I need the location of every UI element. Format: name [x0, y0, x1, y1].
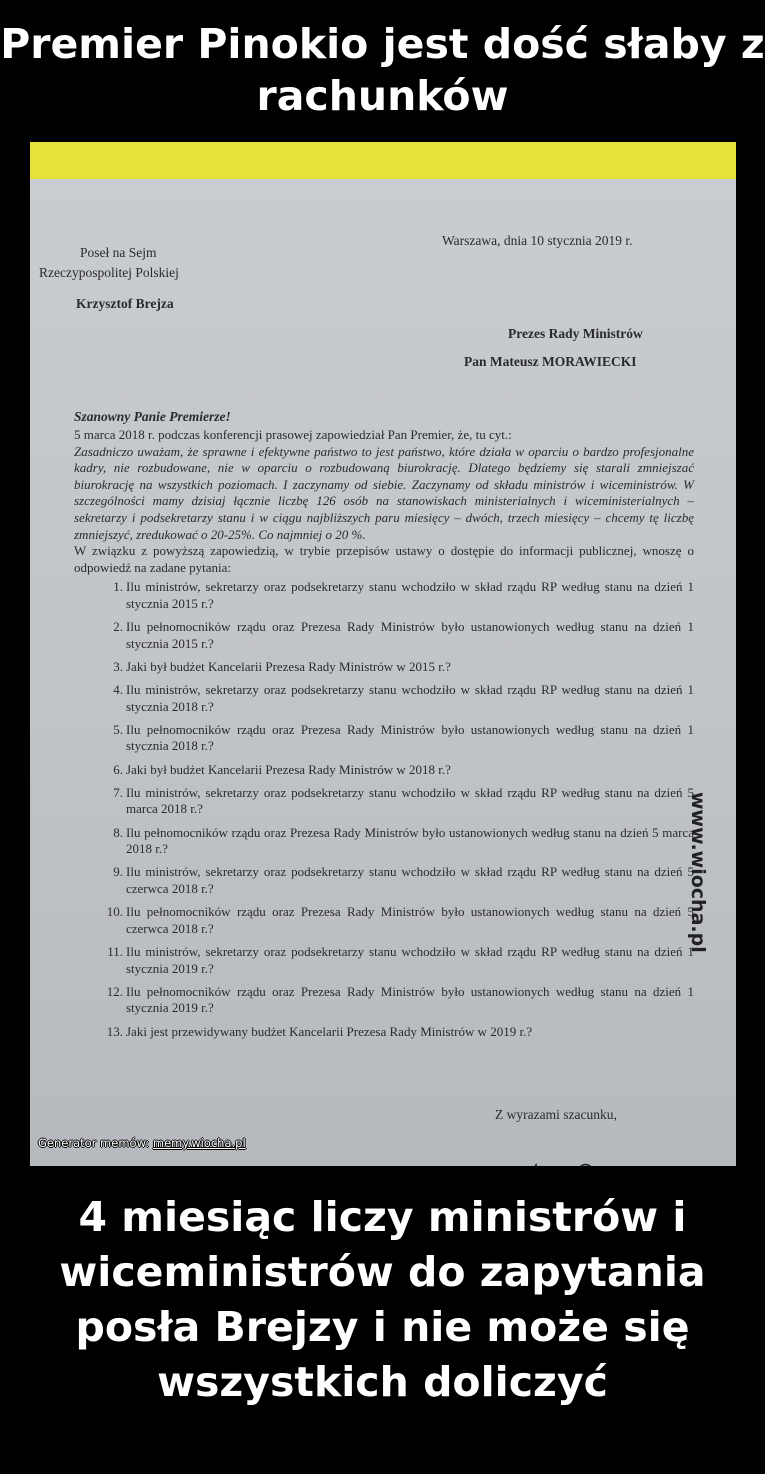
question-text: Ilu ministrów, sekretarzy oraz podsekretarzy stanu wchodziło w skład rządu RP według stanu na dzień 5 czerwca 2018 r.?	[126, 864, 694, 896]
author-name: Krzysztof Brejza	[76, 296, 174, 311]
generator-label: Generator memów:	[38, 1136, 150, 1150]
top-caption: Premier Pinokio jest dość słaby z rachunków	[0, 20, 765, 120]
question-text: Ilu ministrów, sekretarzy oraz podsekretarzy stanu wchodziło w skład rządu RP według stanu na dzień 1 stycznia 2018 r.?	[126, 682, 694, 714]
letter-paper	[30, 179, 736, 1166]
question-number: 1.	[113, 579, 123, 595]
question-text: Jaki był budżet Kancelarii Prezesa Rady Ministrów w 2018 r.?	[126, 761, 451, 777]
question-text: Ilu ministrów, sekretarzy oraz podsekretarzy stanu wchodziło w skład rządu RP według stanu na dzień 1 stycznia 2019 r.?	[126, 943, 694, 976]
question-number: 3.	[113, 658, 123, 674]
closing-line: Z wyrazami szacunku,	[495, 1107, 617, 1122]
question-item	[101, 722, 694, 755]
question-text: Jaki jest przewidywany budżet Kancelarii Prezesa Rady Ministrów w 2019 r.?	[126, 1023, 533, 1039]
question-item	[101, 682, 694, 715]
question-text: Ilu pełnomocników rządu oraz Prezesa Rady Ministrów było ustanowionych według stanu na dzień 1 stycznia 2015 r.?	[126, 619, 694, 651]
question-text: Ilu ministrów, sekretarzy oraz podsekretarzy stanu wchodziło w skład rządu RP według stanu na dzień 5 marca 2018 r.?	[126, 784, 694, 817]
sender-line-2: Rzeczypospolitej Polskiej	[39, 265, 179, 280]
yellow-strip	[30, 142, 736, 179]
letter-photo	[30, 142, 736, 1166]
question-item	[101, 762, 694, 779]
letter-body	[74, 427, 694, 1047]
intro-paragraph: 5 marca 2018 r. podczas konferencji prasowej zapowiedział Pan Premier, że, tu cyt.:	[74, 427, 512, 442]
question-item	[101, 944, 694, 977]
question-text: Ilu pełnomocników rządu oraz Prezesa Rady Ministrów było ustanowionych według stanu na dzień 1 stycznia 2019 r.?	[126, 983, 694, 1016]
question-item	[101, 864, 694, 897]
question-number: 7.	[113, 784, 123, 800]
addressee-line-1: Prezes Rady Ministrów	[508, 326, 643, 341]
sender-line-1: Poseł na Sejm	[80, 245, 157, 260]
question-number: 6.	[113, 761, 123, 777]
watermark-text: www.wiocha.pl	[687, 792, 709, 953]
bottom-caption: 4 miesiąc liczy ministrów i wiceministrów do zapytania posła Brejzy i nie może się wszystkich doliczyć	[59, 1193, 706, 1406]
handwritten-signature	[476, 1145, 656, 1166]
question-number: 4.	[113, 682, 123, 698]
quote-paragraph: Zasadniczo uważam, że sprawne i efektywne państwo to jest państwo, które działa w oparciu o bardzo profesjonalne kadry, nie rozbudowane, nie w oparciu o rozbudowaną biurokrację. Dlatego będziemy się starali zmniejszać biurokrację na wszystkich poziomach. I zaczynamy od siebie. Zaczynamy od składu ministrów i wiceministrów. W szczególności mamy dzisiaj łącznie liczbę 126 osób na stanowiskach ministerialnych i wiceministerialnych – sekretarzy i podsekretarzy stanu i w ciągu najbliższych paru miesięcy – dwóch, trzech miesięcy – chcemy tę liczbę zmniejszyć, zredukować o 20-25%. Co najmniej o 20 %.	[74, 443, 694, 542]
request-paragraph: W związku z powyższą zapowiedzią, w trybie przepisów ustawy o dostępie do informacji publicznej, wnoszę o odpowiedź na zadane pytania:	[74, 543, 694, 575]
question-number: 9.	[113, 864, 123, 880]
question-text: Ilu pełnomocników rządu oraz Prezesa Rady Ministrów było ustanowionych według stanu na dzień 1 stycznia 2018 r.?	[126, 721, 694, 754]
date-line: Warszawa, dnia 10 stycznia 2019 r.	[442, 233, 633, 248]
question-number: 12.	[106, 983, 123, 999]
generator-link[interactable]: memy.wiocha.pl	[152, 1136, 246, 1150]
question-text: Ilu pełnomocników rządu oraz Prezesa Rady Ministrów było ustanowionych według stanu na dzień 5 marca 2018 r.?	[126, 824, 694, 857]
question-item	[101, 904, 694, 937]
question-text: Ilu ministrów, sekretarzy oraz podsekretarzy stanu wchodziło w skład rządu RP według stanu na dzień 1 stycznia 2015 r.?	[126, 579, 694, 611]
question-text: Ilu pełnomocników rządu oraz Prezesa Rady Ministrów było ustanowionych według stanu na dzień 5 czerwca 2018 r.?	[126, 904, 694, 936]
generator-credit	[38, 1136, 246, 1150]
salutation: Szanowny Panie Premierze!	[74, 409, 231, 424]
question-number: 13.	[106, 1023, 123, 1039]
question-item	[101, 579, 694, 612]
question-text: Jaki był budżet Kancelarii Prezesa Rady Ministrów w 2015 r.?	[126, 658, 451, 674]
question-number: 2.	[113, 619, 123, 635]
question-item	[101, 619, 694, 652]
question-item	[101, 785, 694, 818]
question-number: 8.	[113, 824, 123, 840]
addressee-line-2: Pan Mateusz MORAWIECKI	[464, 354, 637, 369]
question-number: 11.	[107, 943, 123, 959]
question-item	[101, 659, 694, 676]
question-item	[101, 825, 694, 858]
question-item	[101, 1024, 694, 1041]
question-number: 10.	[106, 904, 123, 920]
question-item	[101, 984, 694, 1017]
questions-list	[74, 579, 694, 1040]
question-number: 5.	[113, 721, 123, 737]
